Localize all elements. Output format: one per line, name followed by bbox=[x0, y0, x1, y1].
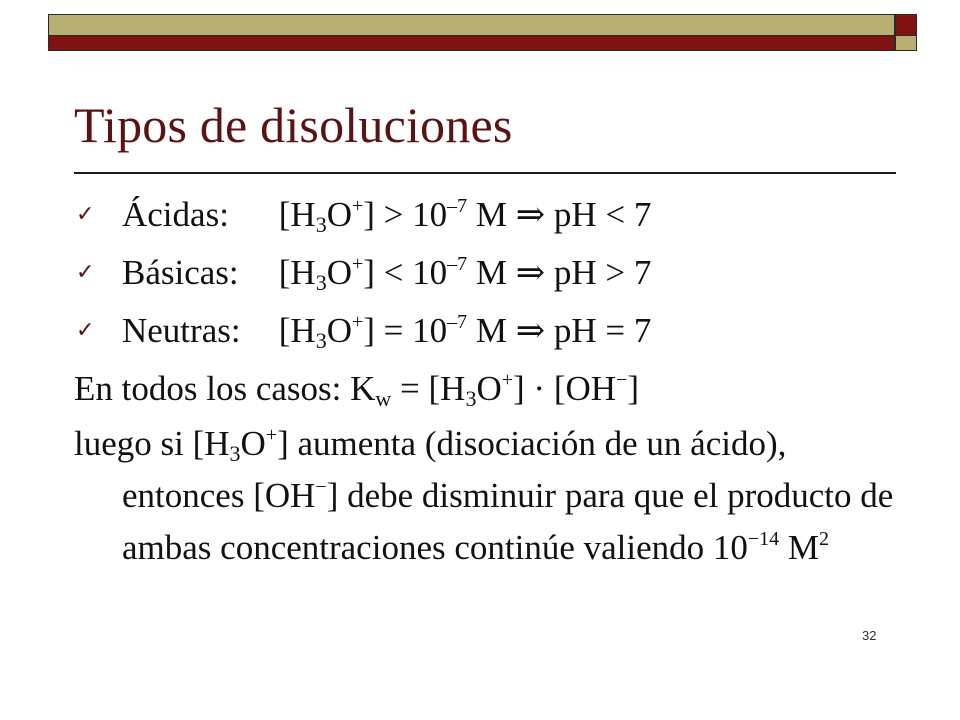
check-icon: ✓ bbox=[76, 318, 95, 343]
para-part4: ] debe disminuir para que el producto de ambas concentraciones continúe valiendo 10 bbox=[122, 476, 894, 567]
header-bar-red bbox=[48, 36, 895, 51]
para-sub: 3 bbox=[229, 441, 241, 466]
conc-sub: 3 bbox=[315, 212, 327, 237]
bullet-result: pH > 7 bbox=[553, 253, 652, 292]
check-icon: ✓ bbox=[76, 202, 95, 227]
para-sup: + bbox=[265, 424, 278, 446]
conc-sup: + bbox=[351, 253, 364, 275]
power-base: 10 bbox=[412, 253, 448, 292]
conc-open: [H bbox=[278, 253, 316, 292]
conc-mid: O bbox=[326, 195, 352, 234]
unit: M bbox=[475, 253, 508, 292]
operator: > bbox=[383, 195, 404, 234]
slide-title: Tipos de disoluciones bbox=[74, 97, 513, 153]
power-exp: –7 bbox=[447, 253, 468, 275]
para-unit-exp: 2 bbox=[819, 528, 830, 550]
bullet-label: Ácidas: bbox=[122, 195, 229, 234]
unit: M bbox=[475, 195, 508, 234]
power-base: 10 bbox=[412, 195, 448, 234]
header-bar-olive bbox=[48, 14, 895, 36]
power-exp: –7 bbox=[447, 311, 468, 333]
kw-statement bbox=[74, 360, 914, 418]
kw-minus: − bbox=[616, 369, 628, 391]
header-square-olive bbox=[895, 36, 917, 51]
implies-symbol: ⇒ bbox=[515, 253, 546, 292]
bullet-result: pH = 7 bbox=[553, 311, 652, 350]
conc-close: ] bbox=[363, 253, 375, 292]
bullet-result: pH < 7 bbox=[553, 195, 652, 234]
conc-open: [H bbox=[278, 311, 316, 350]
conc-close: ] bbox=[363, 311, 375, 350]
kw-mid: ] · [OH bbox=[513, 369, 617, 408]
kw-eq: = [H bbox=[391, 369, 466, 408]
conc-mid: O bbox=[326, 253, 352, 292]
operator: = bbox=[383, 311, 404, 350]
bullet-label: Básicas: bbox=[122, 253, 239, 292]
kw-h-sub: 3 bbox=[465, 386, 477, 411]
conc-sup: + bbox=[351, 195, 364, 217]
bullet-acidas bbox=[74, 186, 914, 244]
power-base: 10 bbox=[412, 311, 448, 350]
slide-content bbox=[74, 186, 914, 574]
para-part5: M bbox=[779, 528, 820, 567]
unit: M bbox=[475, 311, 508, 350]
para-part1: luego si [H bbox=[74, 424, 230, 463]
kw-o: O bbox=[476, 369, 502, 408]
bullet-neutras bbox=[74, 302, 914, 360]
power-exp: –7 bbox=[447, 195, 468, 217]
conc-sub: 3 bbox=[315, 328, 327, 353]
check-icon: ✓ bbox=[76, 260, 95, 285]
para-minus: − bbox=[315, 476, 327, 498]
kw-prefix: En todos los casos: K bbox=[74, 369, 376, 408]
conc-open: [H bbox=[278, 195, 316, 234]
para-part3: ] aumenta (disociación de un ácido), entonces [OH bbox=[122, 424, 787, 515]
conc-sup: + bbox=[351, 311, 364, 333]
header-square-red bbox=[895, 14, 917, 36]
para-part2: O bbox=[240, 424, 266, 463]
bullet-basicas bbox=[74, 244, 914, 302]
page-number: 32 bbox=[862, 628, 877, 643]
bullet-label: Neutras: bbox=[122, 311, 241, 350]
para-exp: −14 bbox=[747, 528, 780, 550]
implies-symbol: ⇒ bbox=[515, 311, 546, 350]
implies-symbol: ⇒ bbox=[515, 195, 546, 234]
conc-close: ] bbox=[363, 195, 375, 234]
explanation-paragraph bbox=[74, 418, 902, 574]
kw-plus: + bbox=[501, 369, 514, 391]
conc-mid: O bbox=[326, 311, 352, 350]
operator: < bbox=[383, 253, 404, 292]
title-divider bbox=[74, 172, 896, 174]
kw-end: ] bbox=[627, 369, 639, 408]
conc-sub: 3 bbox=[315, 270, 327, 295]
kw-sub: w bbox=[375, 386, 392, 411]
